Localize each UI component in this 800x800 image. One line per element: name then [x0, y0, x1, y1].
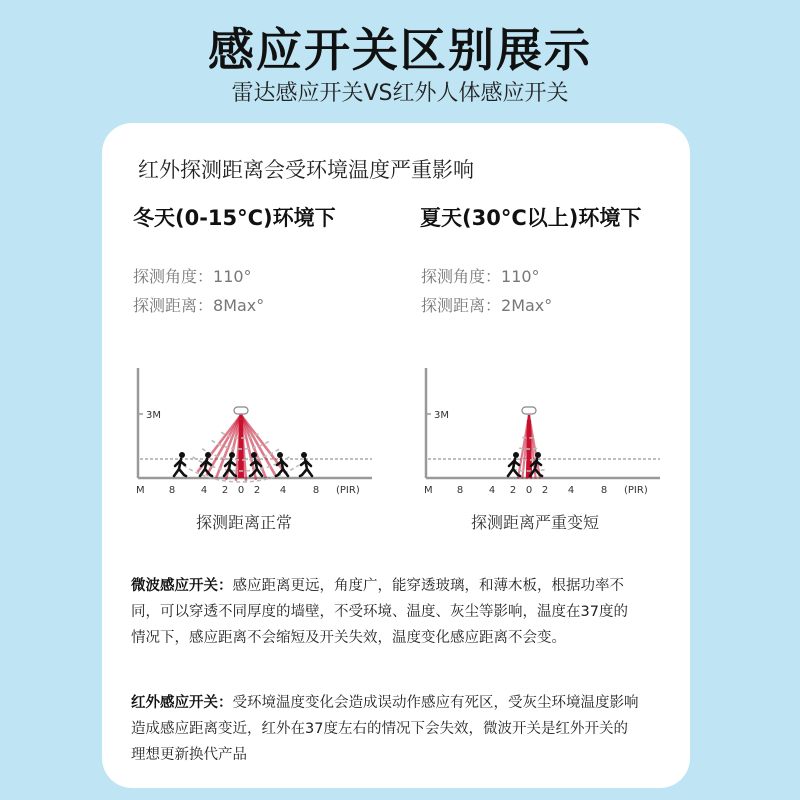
- summer-distance-spec: [421, 293, 552, 316]
- angle-label: 探测角度：: [421, 267, 502, 286]
- sensor-icon: [522, 407, 536, 414]
- origin-label: M: [136, 485, 145, 496]
- page-title: 感应开关区别展示: [208, 23, 592, 77]
- infrared-label: 红外感应开关：: [131, 695, 233, 711]
- detection-wave-arc: [519, 448, 539, 449]
- x-tick-label: 4: [200, 485, 208, 496]
- microwave-description: [131, 573, 641, 651]
- winter-detection-diagram: [130, 360, 380, 500]
- summer-detection-diagram: [418, 360, 668, 500]
- summer-heading: 夏天(30°C以上)环境下: [420, 206, 642, 230]
- card-heading: 红外探测距离会受环境温度严重影响: [138, 158, 474, 182]
- x-tick-label: 4: [488, 485, 496, 496]
- winter-angle-spec: [133, 264, 252, 287]
- infrared-description: [131, 690, 641, 768]
- angle-value: 110°: [213, 267, 252, 286]
- x-tick-label: 0: [237, 485, 245, 496]
- x-tick-label: 4: [279, 485, 287, 496]
- distance-label: 探测距离：: [133, 296, 214, 315]
- walking-person-icon: [276, 452, 288, 476]
- winter-caption: 探测距离正常: [195, 513, 292, 532]
- x-tick-label: 8: [600, 485, 608, 496]
- x-tick-label: 2: [253, 485, 261, 496]
- summer-caption: 探测距离严重变短: [470, 513, 599, 532]
- distance-label: 探测距离：: [421, 296, 502, 315]
- walking-person-icon: [200, 452, 212, 476]
- x-axis-unit: (PIR): [624, 485, 648, 496]
- x-tick-label: 2: [541, 485, 549, 496]
- winter-heading: 冬天(0-15°C)环境下: [133, 206, 336, 230]
- origin-label: M: [424, 485, 433, 496]
- infrared-text: 受环境温度变化会造成误动作感应有死区，受灰尘环境温度影响造成感应距离变近，红外在37度左右的情况下会失效，微波开关是红外开关的理想更新换代产品: [131, 695, 639, 763]
- distance-value: 8Max°: [213, 296, 265, 315]
- x-tick-label: 2: [221, 485, 229, 496]
- x-tick-label: 8: [312, 485, 320, 496]
- walking-person-icon: [174, 452, 186, 476]
- angle-label: 探测角度：: [133, 267, 214, 286]
- y-axis-label: 3M: [434, 410, 449, 421]
- page-subtitle: 雷达感应开关VS红外人体感应开关: [231, 81, 569, 106]
- x-tick-label: 0: [525, 485, 533, 496]
- walking-person-icon: [300, 452, 312, 476]
- x-tick-label: 8: [456, 485, 464, 496]
- winter-distance-spec: [133, 293, 264, 316]
- angle-value: 110°: [501, 267, 540, 286]
- microwave-text: 感应距离更远，角度广，能穿透玻璃，和薄木板，根据功率不同，可以穿透不同厚度的墙壁，不受环境、温度、灰尘等影响，温度在37度的情况下，感应距离不会缩短及开关失效，温度变化感应距离不会变。: [131, 578, 628, 646]
- x-tick-label: 8: [168, 485, 176, 496]
- microwave-label: 微波感应开关：: [131, 578, 233, 594]
- y-axis-label: 3M: [146, 410, 161, 421]
- summer-angle-spec: [421, 264, 540, 287]
- x-tick-label: 4: [567, 485, 575, 496]
- sensor-icon: [234, 407, 248, 414]
- distance-value: 2Max°: [501, 296, 553, 315]
- x-axis-unit: (PIR): [336, 485, 360, 496]
- x-tick-label: 2: [509, 485, 517, 496]
- walking-person-icon: [250, 452, 262, 476]
